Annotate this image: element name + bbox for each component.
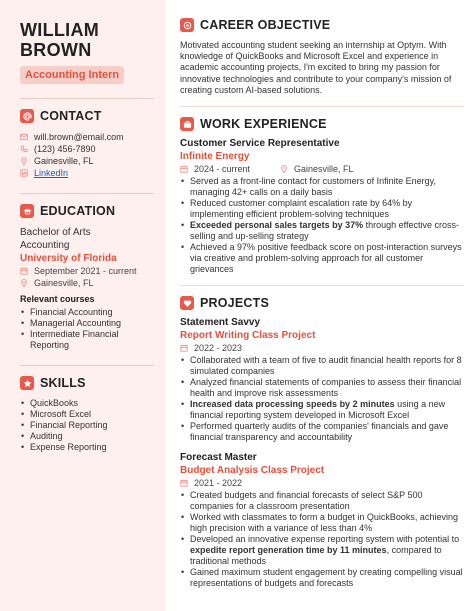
project-subtitle: Report Writing Class Project <box>180 330 316 342</box>
courses-label: Relevant courses <box>20 294 95 304</box>
education-location-row <box>20 277 158 289</box>
calendar-icon <box>180 344 188 352</box>
experience-title: WORK EXPERIENCE <box>200 117 327 132</box>
project-item <box>180 451 464 589</box>
course-item: • Financial Accounting <box>20 307 158 318</box>
education-dates: September 2021 - current <box>34 266 137 276</box>
school-name: University of Florida <box>20 253 117 264</box>
education-heading <box>20 204 158 218</box>
course-item: • Intermediate Financial Reporting <box>20 329 158 351</box>
objective-title: CAREER OBJECTIVE <box>200 18 331 32</box>
project-subtitle: Budget Analysis Class Project <box>180 465 325 477</box>
location-text: Gainesville, FL <box>34 156 94 166</box>
job-meta <box>180 163 464 175</box>
project-dates: 2021 - 2022 <box>194 478 243 489</box>
projects-heading <box>180 296 464 310</box>
at-sign-icon <box>20 109 34 123</box>
experience-bullet: • Exceeded personal sales targets by 37% through effective cross-selling and up-selling strategy <box>180 220 464 242</box>
map-pin-icon <box>20 279 28 287</box>
education-title: EDUCATION <box>40 204 116 218</box>
projects-section <box>180 296 464 589</box>
star-icon <box>20 376 34 390</box>
candidate-first-name: WILLIAM <box>20 20 100 40</box>
graduation-cap-icon <box>20 204 34 218</box>
project-name: Forecast Master <box>180 452 257 464</box>
calendar-icon <box>180 479 188 487</box>
map-pin-icon <box>280 165 288 173</box>
project-bullet: • Worked with classmates to form a budget in QuickBooks, achieving high precision with a variance of less than 4% <box>180 512 464 534</box>
projects-title: PROJECTS <box>200 296 269 311</box>
project-name: Statement Savvy <box>180 317 261 329</box>
project-bullet: • Created budgets and financial forecasts of select S&P 500 companies for a classroom presentation <box>180 490 464 512</box>
phone-icon <box>20 145 28 154</box>
course-item: • Managerial Accounting <box>20 318 158 329</box>
skill-item: • Expense Reporting <box>20 442 158 453</box>
project-bullets <box>180 355 464 443</box>
contact-section <box>20 109 158 179</box>
job-location: Gainesville, FL <box>294 164 354 175</box>
linkedin-icon <box>20 169 28 178</box>
email-text[interactable]: will.brown@email.com <box>34 132 124 142</box>
project-meta <box>180 342 464 354</box>
map-pin-icon <box>20 157 28 166</box>
phone-row <box>20 143 158 155</box>
experience-section <box>180 117 464 275</box>
contact-title: CONTACT <box>40 109 102 123</box>
experience-bullet: • Reduced customer complaint escalation rate by 64% by implementing efficient problem-solving techniques <box>180 198 464 220</box>
project-bullet: • Developed an innovative expense reporting system with potential to expedite report generation time by 11 minutes, compared to traditional methods <box>180 534 464 567</box>
role-badge: Accounting Intern <box>20 66 124 84</box>
project-bullet: • Analyzed financial statements of companies to assess their financial health and improve risk assessments <box>180 377 464 399</box>
email-row <box>20 131 158 143</box>
education-section <box>20 204 158 351</box>
divider <box>20 98 154 99</box>
experience-bullet: • Served as a front-line contact for customers of Infinite Energy, managing 42+ calls on a daily basis <box>180 176 464 198</box>
job-dates: 2024 - current <box>194 164 251 175</box>
degree-line-1: Bachelor of Arts <box>20 227 91 238</box>
project-dates: 2022 - 2023 <box>194 343 243 354</box>
envelope-icon <box>20 133 28 142</box>
objective-section <box>180 18 464 96</box>
main-content <box>166 0 474 611</box>
skill-item: • QuickBooks <box>20 398 158 409</box>
phone-text[interactable]: (123) 456-7890 <box>34 144 96 154</box>
project-meta <box>180 477 464 489</box>
project-item <box>180 316 464 443</box>
degree-line-2: Accounting <box>20 240 70 251</box>
contact-heading <box>20 109 158 123</box>
project-bullet: • Increased data processing speeds by 2 minutes using a new financial reporting system developed in Microsoft Excel <box>180 399 464 421</box>
divider <box>20 193 154 194</box>
sidebar <box>0 0 166 611</box>
heart-icon <box>180 296 194 310</box>
linkedin-link[interactable]: LinkedIn <box>34 168 69 178</box>
calendar-icon <box>180 165 188 173</box>
skills-section <box>20 376 158 453</box>
skills-title: SKILLS <box>40 376 86 390</box>
experience-bullets <box>180 176 464 275</box>
experience-heading <box>180 117 464 131</box>
linkedin-row <box>20 167 158 179</box>
location-row <box>20 155 158 167</box>
experience-bullet: • Achieved a 97% positive feedback score on post-interaction surveys via creative and problem-solving approach for all customer grievances <box>180 242 464 275</box>
calendar-icon <box>20 267 28 275</box>
divider <box>180 106 464 107</box>
courses-list <box>20 307 158 351</box>
project-bullet: • Gained maximum student engagement by creating compelling visual representations of budgets and forecasts <box>180 567 464 589</box>
education-location: Gainesville, FL <box>34 278 94 288</box>
skill-item: • Microsoft Excel <box>20 409 158 420</box>
job-title: Customer Service Representative <box>180 138 340 150</box>
project-bullet: • Collaborated with a team of five to audit financial health reports for 8 simulated companies <box>180 355 464 377</box>
skill-item: • Auditing <box>20 431 158 442</box>
divider <box>180 285 464 286</box>
skills-heading <box>20 376 158 390</box>
target-icon <box>180 18 194 32</box>
briefcase-icon <box>180 117 194 131</box>
objective-text: Motivated accounting student seeking an internship at Optym. With knowledge of QuickBooks and Microsoft Excel and experience in academic accounting projects, I'm excited to bring my passion for innovative technologies and contribute to your company's mission of creating custom AI-based solutions. <box>180 40 452 95</box>
skill-item: • Financial Reporting <box>20 420 158 431</box>
project-bullet: • Performed quarterly audits of the companies' financials and gave financial transparency and accountability <box>180 421 464 443</box>
education-dates-row <box>20 265 158 277</box>
objective-heading <box>180 18 464 32</box>
company-name: Infinite Energy <box>180 151 250 163</box>
project-bullets <box>180 490 464 589</box>
divider <box>20 365 154 366</box>
candidate-last-name: BROWN <box>20 40 92 60</box>
skills-list <box>20 398 158 453</box>
